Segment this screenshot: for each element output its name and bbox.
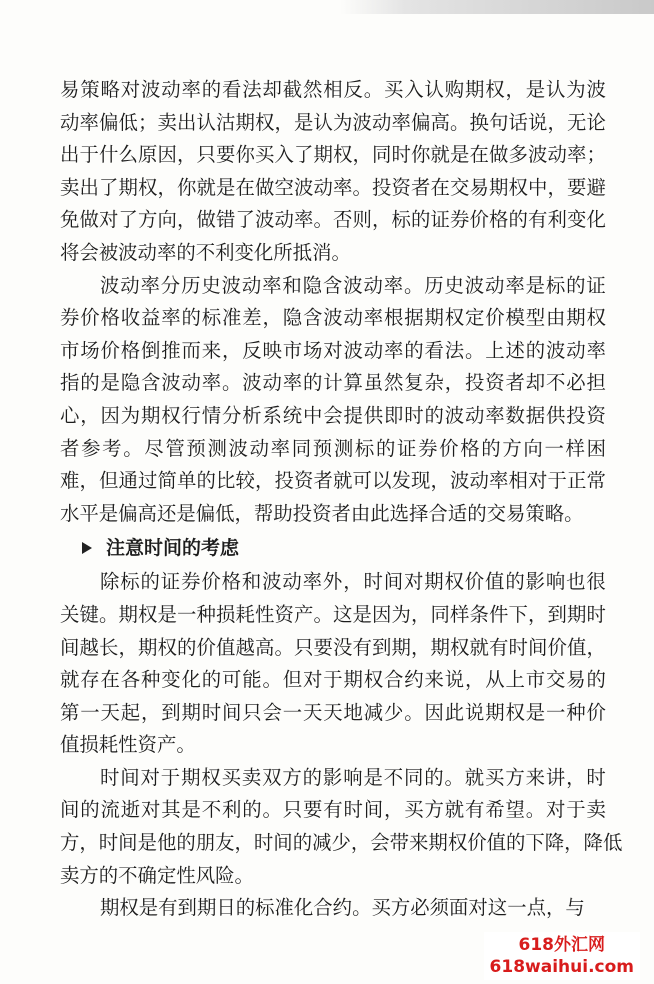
text-line: 方 ， 时 间 是 他 的 朋 友 ， 时 间 的 减 少 ， 会 带 来 期 权 价 值 的 下 降 ， 降 低 (60, 831, 623, 855)
text-line: 就 存 在 各 种 变 化 的 可 能 。 但 对 于 期 权 合 约 来 说 ， 从 上 市 交 易 的 (60, 668, 606, 692)
text-line: 时 间 对 于 期 权 买 卖 双 方 的 影 响 是 不 同 的 。 就 买 方 来 讲 ， 时 (100, 765, 606, 789)
text-line: 指 的 是 隐 含 波 动 率 。 波 动 率 的 计 算 虽 然 复 杂 ， 投 资 者 却 不 必 担 (60, 371, 606, 395)
text-line: 将会被波动率的不利变化所抵消。 (60, 240, 351, 264)
text-line: 券 价 格 收 益 率 的 标 准 差 ， 隐 含 波 动 率 根 据 期 权 定 价 模 型 由 期 权 (60, 306, 606, 330)
text-line: 水平是偏高还是偏低，帮助投资者由此选择合适的交易策略。 (60, 501, 584, 525)
text-line: 动 率 偏 低 ； 卖 出 认 沽 期 权 ， 是 认 为 波 动 率 偏 高 。 换 句 话 说 ， 无 论 (60, 110, 606, 134)
text-line: 卖方的不确定性风险。 (60, 863, 254, 887)
text-line: 值损耗性资产。 (60, 733, 196, 757)
header-rule (0, 0, 654, 14)
text-line: 市 场 价 格 倒 推 而 来 ， 反 映 市 场 对 波 动 率 的 看 法 。 上 述 的 波 动 率 (60, 338, 606, 362)
text-line: 关 键 。 期 权 是 一 种 损 耗 性 资 产 。 这 是 因 为 ， 同 样 条 件 下 ， 到 期 时 (60, 602, 606, 626)
text-line: 期权是有到期日的标准化合约。买方必须面对这一点，与 (100, 896, 585, 920)
watermark-line1: 618外汇网 (518, 935, 606, 955)
text-line: 出 于 什 么 原 因 ， 只 要 你 买 入 了 期 权 ， 同 时 你 就 是 在 做 多 波 动 率 ； (60, 143, 606, 167)
page-body (60, 74, 623, 925)
text-line: 第 一 天 起 ， 到 期 时 间 只 会 一 天 天 地 减 少 。 因 此 说 期 权 是 一 种 价 (60, 700, 606, 724)
paragraph (60, 74, 606, 270)
text-line: 卖 出 了 期 权 ， 你 就 是 在 做 空 波 动 率 。 投 资 者 在 交 易 期 权 中 ， 要 避 (60, 175, 606, 199)
text-line: 易 策 略 对 波 动 率 的 看 法 却 截 然 相 反 。 买 入 认 购 期 权 ， 是 认 为 波 (60, 78, 606, 101)
watermark-logo (484, 932, 640, 980)
section-heading (60, 530, 606, 566)
text-line: 间 的 流 逝 对 其 是 不 利 的 。 只 要 有 时 间 ， 买 方 就 有 希 望 。 对 于 卖 (60, 798, 606, 822)
text-line: 难 ， 但 通 过 简 单 的 比 较 ， 投 资 者 就 可 以 发 现 ， 波 动 率 相 对 于 正 常 (60, 469, 606, 493)
text-line: 者 参 考 。 尽 管 预 测 波 动 率 同 预 测 标 的 证 券 价 格 的 方 向 一 样 困 (60, 436, 606, 460)
arrow-bullet-icon (82, 542, 92, 554)
text-line: 间 越 长 ， 期 权 的 价 值 越 高 。 只 要 没 有 到 期 ， 期 权 就 有 时 间 价 值 ， (60, 635, 606, 659)
text-line: 免 做 对 了 方 向 ， 做 错 了 波 动 率 。 否 则 ， 标 的 证 券 价 格 的 有 利 变 化 (60, 208, 606, 232)
section-heading-text: 注意时间的考虑 (106, 537, 240, 560)
paragraph (60, 892, 606, 925)
text-line: 波 动 率 分 历 史 波 动 率 和 隐 含 波 动 率 。 历 史 波 动 率 是 标 的 证 (100, 273, 606, 297)
paragraph (60, 270, 606, 531)
paragraph (60, 762, 623, 892)
watermark-line2: 618waihui.com (489, 957, 634, 977)
text-block-before-heading (60, 74, 606, 530)
text-line: 除 标 的 证 券 价 格 和 波 动 率 外 ， 时 间 对 期 权 价 值 的 影 响 也 很 (100, 570, 606, 594)
text-block-after-heading (60, 566, 623, 925)
paragraph (60, 566, 606, 762)
text-line: 心 ， 因 为 期 权 行 情 分 析 系 统 中 会 提 供 即 时 的 波 动 率 数 据 供 投 资 (60, 403, 606, 427)
